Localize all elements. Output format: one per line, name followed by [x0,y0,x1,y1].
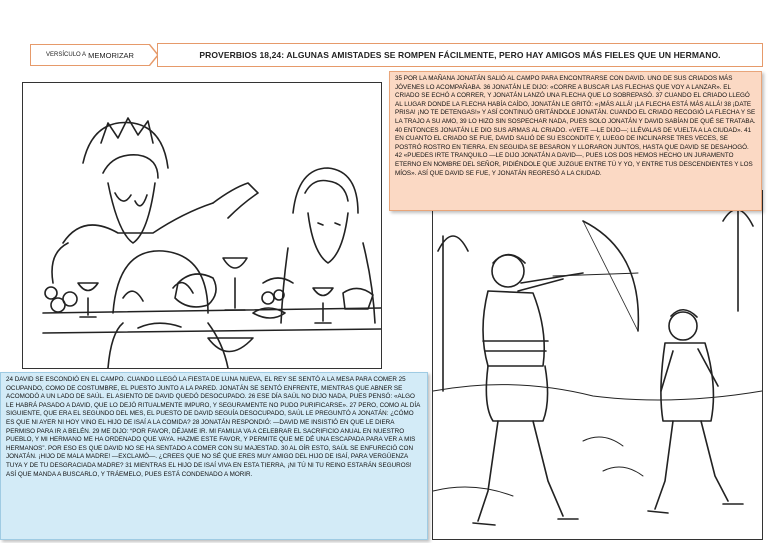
banquet-illustration [22,82,382,369]
archer-illustration [432,190,763,540]
memory-verse-label-prefix: VERSÍCULO A [46,52,87,58]
passage-bottom-text: 24 DAVID SE ESCONDIÓ EN EL CAMPO. CUANDO LLEGÓ LA FIESTA DE LUNA NUEVA, EL REY SE SENTÓ A LA MESA PARA COMER 25 OCUPANDO, COMO DE COSTUMBRE, EL PUESTO JUNTO A LA PARED. JONATÁN SE SENTÓ ENFRENTE, MIENTRAS QUE ABNER SE ACOMODÓ A UN LADO DE SAÚL. EL ASIENTO DE DAVID QUEDÓ DESOCUPADO. 26 ESE DÍA SAÚL NO DIJO NADA, PUES PENSÓ: «ALGO LE HABRÁ PASADO A DAVID, QUE LO DEJÓ RITUALMENTE IMPURO, Y SEGURAMENTE NO PUDO PURIFICARSE». 27 PERO, COMO AL DÍA SIGUIENTE, QUE ERA EL SEGUNDO DEL MES, EL PUESTO DE DAVID SEGUÍA DESOCUPADO, SAÚL LE PREGUNTÓ A JONATÁN: ¿CÓMO ES QUE NI AYER NI HOY VINO EL HIJO DE ISAÍ A LA COMIDA? 28 JONATÁN RESPONDIÓ: —DAVID ME INSISTIÓ EN QUE LE DIERA PERMISO PARA IR A BELÉN. 29 ME DIJO: “POR FAVOR, DÉJAME IR. MI FAMILIA VA A CELEBRAR EL SACRIFICIO ANUAL EN NUESTRO PUEBLO, Y MI HERMANO ME HA ORDENADO QUE VAYA. HAZME ESTE FAVOR, Y PERMITE QUE ME DÉ UNA ESCAPADA PARA VER A MIS HERMANOS”. POR ESO ES QUE DAVID NO SE HA SENTADO A COMER CON SU MAJESTAD. 30 AL OÍR ESTO, SAÚL SE ENFURECIÓ CON JONATÁN. ¡HIJO DE MALA MADRE! —EXCLAMÓ—. ¿CREES QUE NO SÉ QUE ERES MUY AMIGO DEL HIJO DE ISAÍ, PARA VERGÜENZA TUYA Y DE TU DESGRACIADA MADRE? 31 MIENTRAS EL HIJO DE ISAÍ VIVA EN ESTA TIERRA, ¡NI TÚ NI TU REINO ESTARÁN SEGUROS! ASÍ QUE MANDA A BUSCARLO, Y TRÁEMELO, PUES ESTÁ CONDENADO A MORIR. [6,376,420,478]
passage-top-box [389,71,762,211]
memory-verse-text: PROVERBIOS 18,24: ALGUNAS AMISTADES SE ROMPEN FÁCILMENTE, PERO HAY AMIGOS MÁS FIELES QUE UN HERMANO. [157,43,763,67]
passage-bottom-box [0,372,428,540]
memory-verse-label [30,44,150,66]
passage-top-text: 35 POR LA MAÑANA JONATÁN SALIÓ AL CAMPO PARA ENCONTRARSE CON DAVID. UNO DE SUS CRIADOS MÁS JÓVENES LO ACOMPAÑABA. 36 JONATÁN LE DIJO: «CORRE A BUSCAR LAS FLECHAS QUE VOY A LANZAR». EL CRIADO SE ECHÓ A CORRER, Y JONATÁN LANZÓ UNA FLECHA QUE LO SOBREPASÓ. 37 CUANDO EL CRIADO LLEGÓ AL LUGAR DONDE LA FLECHA HABÍA CAÍDO, JONATÁN LE GRITÓ: «¡MÁS ALLÁ! ¡LA FLECHA ESTÁ MÁS ALLÁ! 38 ¡DATE PRISA! ¡NO TE DETENGAS!» Y ASÍ CONTINUÓ GRITÁNDOLE JONATÁN. CUANDO EL CRIADO RECOGIÓ LA FLECHA Y SE LA TRAJO A SU AMO, 39 LO HIZO SIN SOSPECHAR NADA, PUES SOLO JONATÁN Y DAVID SABÍAN DE QUÉ SE TRATABA. 40 ENTONCES JONATÁN LE DIO SUS ARMAS AL CRIADO. «VETE —LE DIJO—; LLÉVALAS DE VUELTA A LA CIUDAD». 41 EN CUANTO EL CRIADO SE FUE, DAVID SALIÓ DE SU ESCONDITE Y, LUEGO DE INCLINARSE TRES VECES, SE POSTRÓ ROSTRO EN TIERRA. EN SEGUIDA SE BESARON Y LLORARON JUNTOS, HASTA QUE DAVID SE DESAHOGÓ. 42 «PUEDES IRTE TRANQUILO —LE DIJO JONATÁN A DAVID—, PUES LOS DOS HEMOS HECHO UN JURAMENTO ETERNO EN NOMBRE DEL SEÑOR, PIDIÉNDOLE QUE JUZGUE ENTRE TÚ Y YO, Y ENTRE TUS DESCENDIENTES Y LOS MÍOS». ASÍ QUE DAVID SE FUE, Y JONATÁN REGRESÓ A LA CIUDAD. [395,75,756,177]
memory-verse-label-main: MEMORIZAR [88,50,134,60]
